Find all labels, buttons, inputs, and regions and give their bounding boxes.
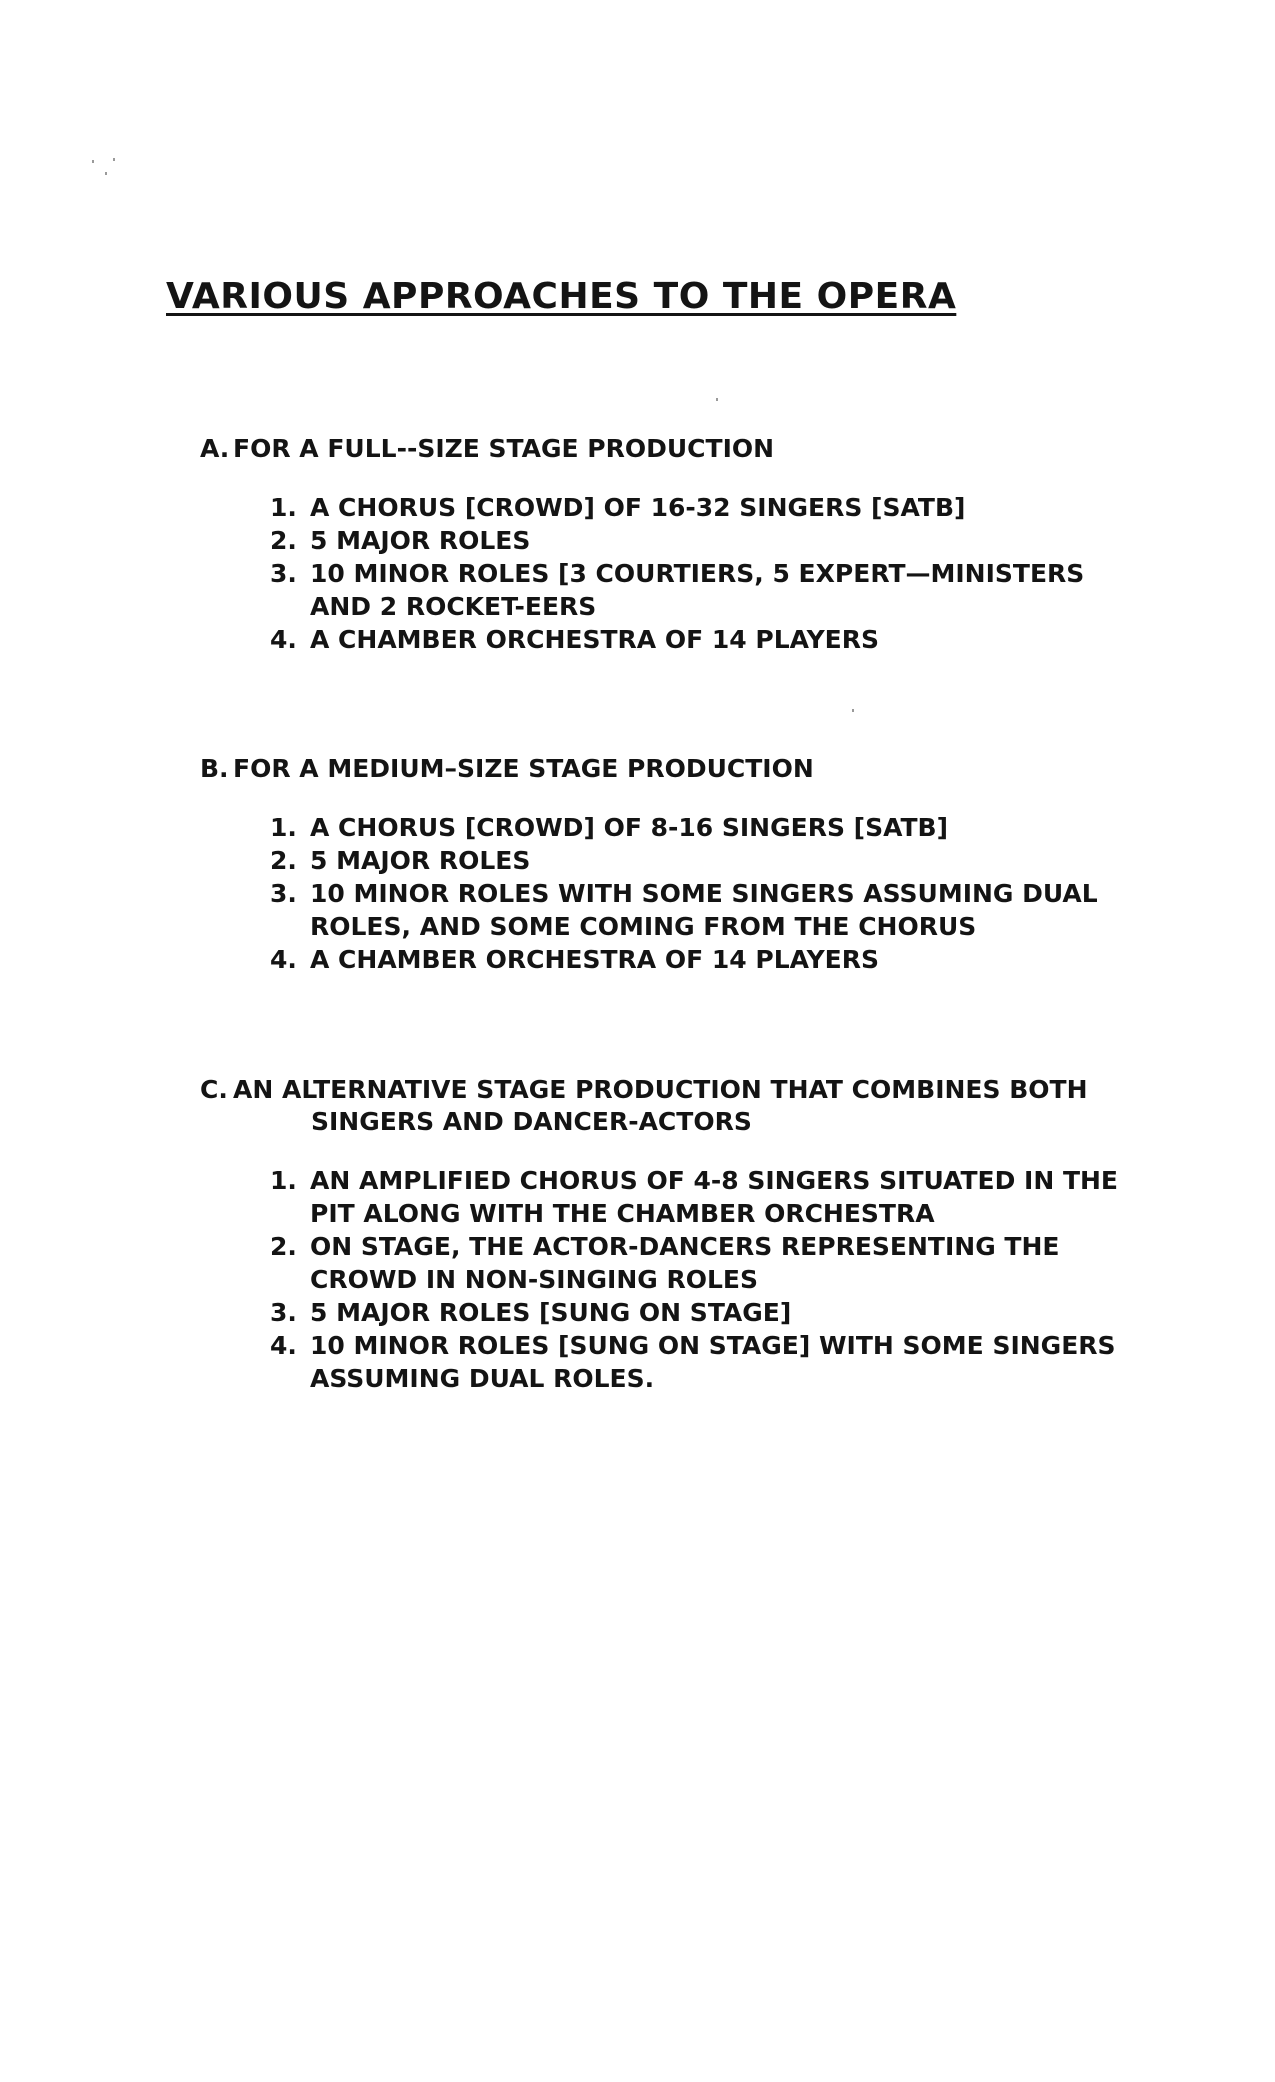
list-item xyxy=(270,844,1130,877)
scan-speck xyxy=(113,158,115,161)
list-item-text: A CHORUS [CROWD] OF 8-16 SINGERS [SATB] xyxy=(310,813,949,842)
section-heading xyxy=(200,753,1160,785)
list-item-text: 5 MAJOR ROLES [SUNG ON STAGE] xyxy=(310,1298,792,1327)
list-item xyxy=(270,1164,1130,1230)
list-item-number: 2. xyxy=(270,526,297,555)
scan-speck xyxy=(105,172,107,175)
scan-speck xyxy=(92,160,94,163)
list-item-text: A CHORUS [CROWD] OF 16-32 SINGERS [SATB] xyxy=(310,493,966,522)
section-letter: A. xyxy=(200,434,230,463)
section-c xyxy=(200,1074,1160,1395)
section-list xyxy=(270,1164,1130,1395)
list-item xyxy=(270,491,1130,524)
list-item xyxy=(270,811,1130,844)
section-a xyxy=(200,433,1160,656)
list-item-text: 5 MAJOR ROLES xyxy=(310,526,531,555)
list-item xyxy=(270,1230,1130,1296)
section-letter: B. xyxy=(200,754,229,783)
section-heading-text: AN ALTERNATIVE STAGE PRODUCTION THAT COMBINES BOTH SINGERS AND DANCER-ACTORS xyxy=(233,1075,1088,1136)
list-item xyxy=(270,943,1130,976)
section-heading xyxy=(200,433,1160,465)
list-item xyxy=(270,623,1130,656)
list-item-text: 10 MINOR ROLES [3 COURTIERS, 5 EXPERT—MINISTERS AND 2 ROCKET-EERS xyxy=(310,559,1085,621)
list-item-text: 5 MAJOR ROLES xyxy=(310,846,531,875)
list-item-text: A CHAMBER ORCHESTRA OF 14 PLAYERS xyxy=(310,625,880,654)
section-list xyxy=(270,491,1130,656)
list-item xyxy=(270,877,1130,943)
section-b xyxy=(200,753,1160,976)
page-title: VARIOUS APPROACHES TO THE OPERA xyxy=(166,276,957,317)
section-heading xyxy=(200,1074,1160,1138)
list-item-number: 2. xyxy=(270,1232,297,1261)
list-item-number: 1. xyxy=(270,493,297,522)
scan-speck xyxy=(852,709,854,712)
section-heading-text: FOR A FULL--SIZE STAGE PRODUCTION xyxy=(233,434,775,463)
section-letter: C. xyxy=(200,1075,228,1104)
list-item-number: 3. xyxy=(270,879,297,908)
list-item xyxy=(270,557,1130,623)
list-item-text: ON STAGE, THE ACTOR-DANCERS REPRESENTING THE CROWD IN NON-SINGING ROLES xyxy=(310,1232,1060,1294)
list-item-number: 1. xyxy=(270,813,297,842)
list-item-text: AN AMPLIFIED CHORUS OF 4-8 SINGERS SITUATED IN THE PIT ALONG WITH THE CHAMBER ORCHESTRA xyxy=(310,1166,1119,1228)
list-item-number: 3. xyxy=(270,1298,297,1327)
list-item xyxy=(270,524,1130,557)
list-item xyxy=(270,1296,1130,1329)
list-item-number: 2. xyxy=(270,846,297,875)
scan-speck xyxy=(716,398,718,401)
list-item-text: 10 MINOR ROLES [SUNG ON STAGE] WITH SOME SINGERS ASSUMING DUAL ROLES. xyxy=(310,1331,1116,1393)
section-heading-text: FOR A MEDIUM–SIZE STAGE PRODUCTION xyxy=(233,754,814,783)
list-item-number: 1. xyxy=(270,1166,297,1195)
list-item-number: 4. xyxy=(270,625,297,654)
section-list xyxy=(270,811,1130,976)
list-item-number: 4. xyxy=(270,1331,297,1360)
list-item-text: A CHAMBER ORCHESTRA OF 14 PLAYERS xyxy=(310,945,880,974)
list-item-text: 10 MINOR ROLES WITH SOME SINGERS ASSUMING DUAL ROLES, AND SOME COMING FROM THE CHORUS xyxy=(310,879,1098,941)
list-item-number: 4. xyxy=(270,945,297,974)
list-item xyxy=(270,1329,1130,1395)
list-item-number: 3. xyxy=(270,559,297,588)
